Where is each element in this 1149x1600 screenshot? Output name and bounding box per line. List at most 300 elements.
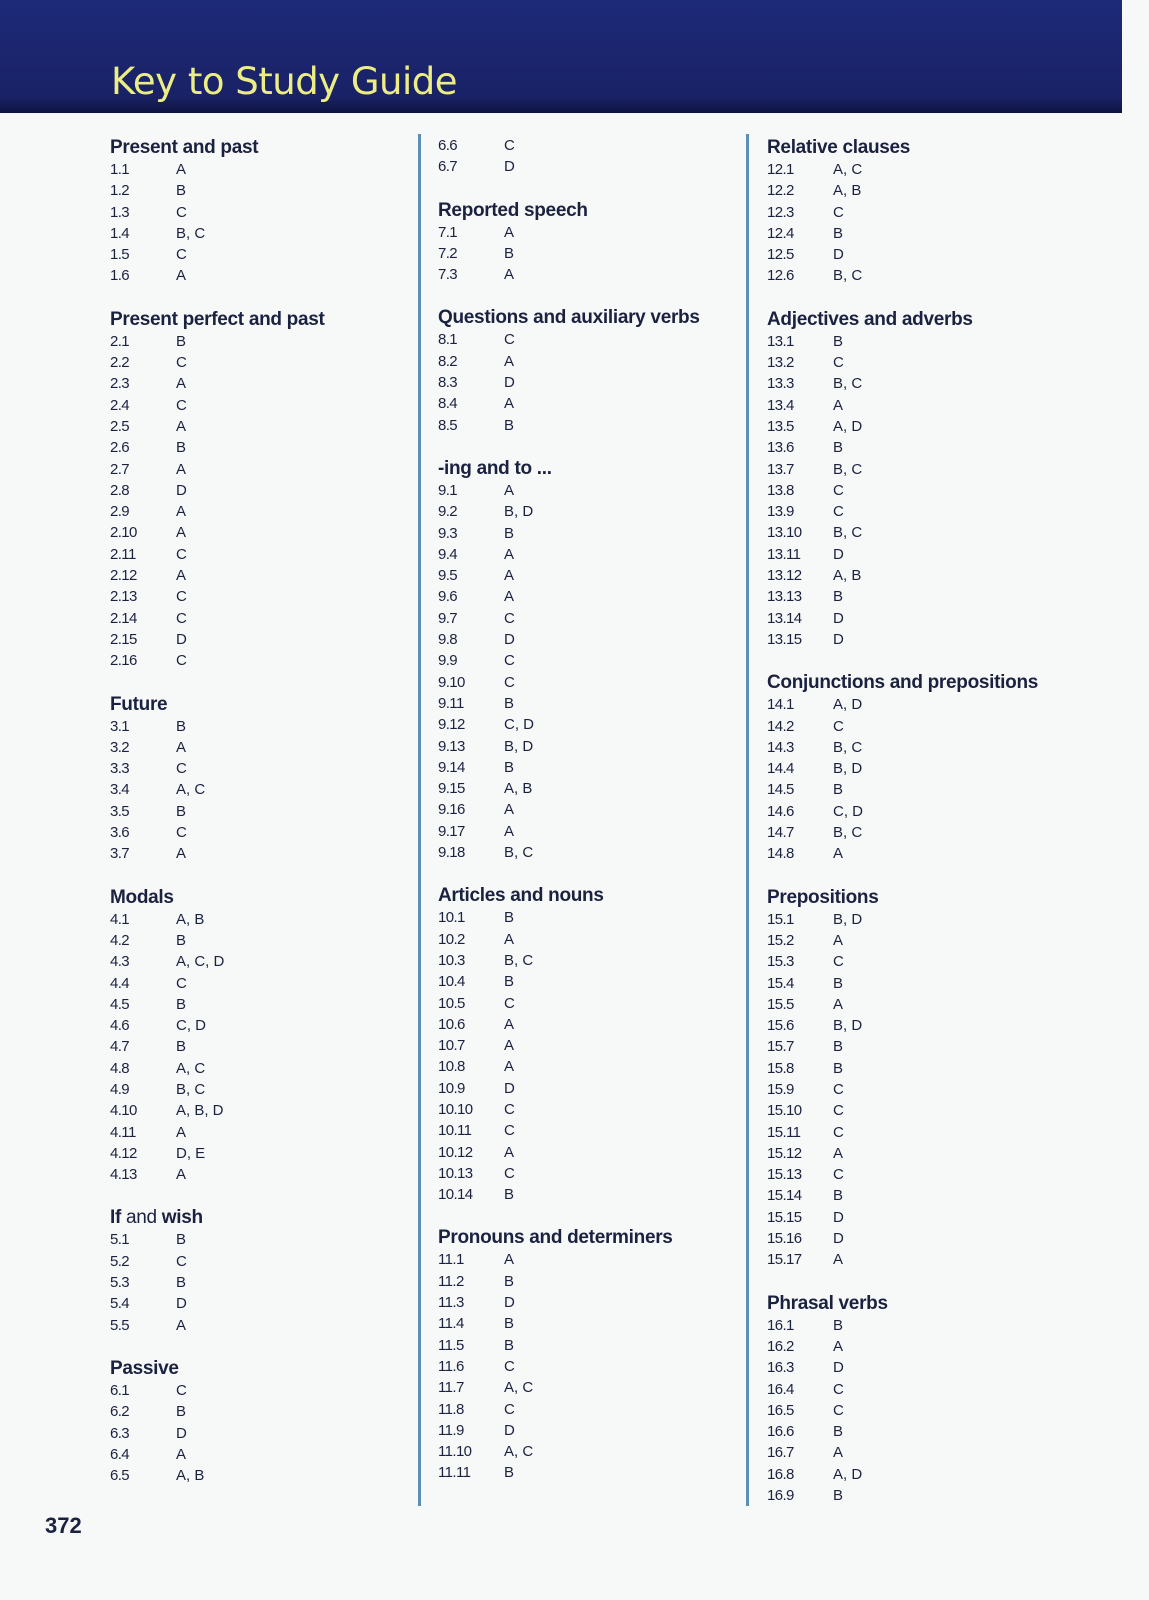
answer-row — [110, 1015, 420, 1036]
answer-value: A — [504, 1037, 515, 1055]
answer-value: C — [504, 331, 515, 349]
answer-row — [438, 1399, 748, 1420]
question-number: 11.1 — [438, 1251, 464, 1269]
question-number: 9.3 — [438, 524, 458, 542]
answer-value: A, C, D — [176, 953, 225, 971]
answer-row — [767, 801, 1077, 822]
answer-value: A, B — [833, 567, 862, 585]
answer-row — [438, 1184, 748, 1205]
question-number: 10.6 — [438, 1015, 465, 1033]
question-number: 1.1 — [110, 161, 130, 178]
column-divider — [746, 134, 749, 1506]
answer-value: B — [833, 781, 844, 799]
answer-value: D — [504, 158, 515, 176]
question-number: 13.12 — [767, 567, 802, 585]
answer-value: D — [833, 246, 844, 264]
section-heading: Prepositions — [767, 886, 879, 908]
question-number: 8.3 — [438, 374, 458, 392]
section-heading: Adjectives and adverbs — [767, 308, 973, 330]
answer-row — [438, 1292, 748, 1313]
answer-row — [767, 779, 1077, 800]
answer-value: D — [504, 631, 515, 649]
answer-value: C, D — [176, 1017, 206, 1035]
answer-value: B — [504, 1186, 515, 1204]
section-heading: Reported speech — [438, 199, 588, 221]
answer-row — [438, 821, 748, 842]
answer-row — [110, 331, 420, 352]
question-number: 8.4 — [438, 395, 458, 413]
answer-value: B — [504, 244, 515, 262]
question-number: 9.15 — [438, 780, 465, 798]
question-number: 9.16 — [438, 801, 465, 819]
heading-part: wish — [161, 1207, 203, 1229]
question-number: 9.6 — [438, 588, 458, 606]
question-number: 14.1 — [767, 696, 794, 714]
answer-value: B — [176, 802, 187, 820]
answer-row — [110, 1229, 420, 1250]
answer-row — [110, 822, 420, 843]
answer-value: B — [176, 439, 187, 457]
answer-value: B — [176, 1403, 187, 1421]
answer-row — [110, 180, 420, 201]
question-number: 2.7 — [110, 460, 130, 478]
answer-row — [110, 909, 420, 930]
question-number: 5.2 — [110, 1252, 130, 1270]
answer-row — [767, 352, 1077, 373]
answer-row — [438, 523, 748, 544]
answer-value: C — [504, 1400, 515, 1418]
answer-value: B — [833, 332, 844, 350]
answer-row — [110, 223, 420, 244]
answer-section — [110, 693, 420, 865]
section-heading: Present and past — [110, 137, 259, 158]
answer-value: D — [833, 1208, 844, 1226]
answer-row — [110, 1465, 420, 1486]
answer-value: B — [833, 1187, 844, 1205]
answer-row — [110, 608, 420, 629]
answer-value: D — [504, 1421, 515, 1439]
question-number: 4.3 — [110, 953, 130, 971]
question-number: 16.4 — [767, 1380, 794, 1398]
answer-row — [110, 480, 420, 501]
answer-value: C — [833, 1166, 844, 1184]
answer-row — [767, 180, 1077, 201]
answer-value: D — [176, 1295, 187, 1313]
question-number: 13.10 — [767, 524, 802, 542]
answer-row — [110, 1058, 420, 1079]
answer-value: A — [833, 1144, 844, 1162]
answer-row — [438, 1441, 748, 1462]
answer-row — [110, 801, 420, 822]
answer-row — [767, 843, 1077, 864]
answer-value: A, B — [504, 780, 533, 798]
question-number: 4.11 — [110, 1123, 136, 1141]
answer-row — [110, 544, 420, 565]
answer-row — [767, 373, 1077, 394]
question-number: 11.10 — [438, 1443, 472, 1461]
answer-value: D — [504, 374, 515, 392]
answer-value: A — [504, 1058, 515, 1076]
question-number: 14.2 — [767, 717, 794, 735]
answer-row — [438, 650, 748, 671]
section-heading: Articles and nouns — [438, 885, 604, 907]
column-3 — [767, 136, 1077, 1527]
answer-value: D — [833, 545, 844, 563]
question-number: 15.5 — [767, 995, 794, 1013]
question-number: 2.3 — [110, 375, 130, 393]
heading-part: and — [121, 1207, 162, 1229]
answer-value: A — [176, 1316, 187, 1334]
question-number: 13.13 — [767, 588, 802, 606]
answer-row — [767, 716, 1077, 737]
question-number: 6.5 — [110, 1467, 130, 1485]
answer-value: B — [833, 974, 844, 992]
question-number: 11.7 — [438, 1379, 464, 1397]
question-number: 14.8 — [767, 845, 794, 863]
question-number: 10.1 — [438, 909, 465, 927]
answer-value: A — [833, 1444, 844, 1462]
answer-row — [767, 973, 1077, 994]
question-number: 13.1 — [767, 332, 794, 350]
question-number: 12.2 — [767, 182, 794, 200]
answer-row — [438, 1099, 748, 1120]
question-number: 15.3 — [767, 953, 794, 971]
question-number: 15.12 — [767, 1144, 802, 1162]
answer-row — [110, 1315, 420, 1336]
question-number: 16.5 — [767, 1401, 794, 1419]
answer-row — [110, 1380, 420, 1401]
answer-value: A, D — [833, 417, 863, 435]
answer-row — [767, 930, 1077, 951]
question-number: 13.14 — [767, 609, 802, 627]
answer-value: D, E — [176, 1144, 206, 1162]
question-number: 12.5 — [767, 246, 794, 264]
question-number: 15.16 — [767, 1230, 802, 1248]
answer-value: A, B — [176, 1467, 205, 1485]
answer-section — [110, 308, 420, 672]
question-number: 10.10 — [438, 1100, 473, 1118]
answer-value: B — [504, 1272, 515, 1290]
question-number: 10.3 — [438, 951, 465, 969]
answer-value: A — [176, 524, 187, 542]
question-number: 2.9 — [110, 503, 130, 521]
answer-value: B — [504, 973, 515, 991]
question-number: 2.15 — [110, 630, 137, 648]
question-number: 10.13 — [438, 1164, 473, 1182]
answer-value: A, C — [504, 1379, 534, 1397]
answer-value: B — [176, 1231, 187, 1249]
answer-row — [438, 1313, 748, 1334]
answer-row — [438, 842, 748, 863]
question-number: 10.8 — [438, 1058, 465, 1076]
answer-value: A — [504, 822, 515, 840]
answer-row — [438, 586, 748, 607]
question-number: 6.7 — [438, 158, 458, 176]
answer-value: D — [833, 630, 844, 648]
question-number: 15.10 — [767, 1102, 802, 1120]
answer-value: A, C — [176, 1059, 206, 1077]
answer-value: D — [504, 1079, 515, 1097]
answer-value: C — [833, 203, 844, 221]
question-number: 14.5 — [767, 781, 794, 799]
question-number: 16.8 — [767, 1465, 794, 1483]
answer-value: B, D — [504, 737, 534, 755]
answer-value: C — [504, 609, 515, 627]
answer-value: D — [833, 1230, 844, 1248]
answer-value: B — [833, 1038, 844, 1056]
question-number: 15.11 — [767, 1123, 801, 1141]
answer-row — [438, 799, 748, 820]
answer-value: C — [176, 396, 187, 414]
answer-value: D — [833, 609, 844, 627]
page-title: Key to Study Guide — [111, 60, 457, 103]
answer-row — [767, 202, 1077, 223]
question-number: 2.2 — [110, 354, 130, 372]
answer-value: C — [176, 974, 187, 992]
question-number: 13.11 — [767, 545, 801, 563]
question-number: 6.4 — [110, 1445, 130, 1463]
answer-row — [438, 544, 748, 565]
question-number: 15.8 — [767, 1059, 794, 1077]
answer-row — [438, 393, 748, 414]
answer-row — [438, 1078, 748, 1099]
answer-row — [767, 1058, 1077, 1079]
answer-value: C, D — [504, 716, 534, 734]
answer-row — [767, 1249, 1077, 1270]
answer-value: B — [833, 224, 844, 242]
answer-row — [767, 1485, 1077, 1506]
answer-value: A — [176, 1123, 187, 1141]
question-number: 3.4 — [110, 781, 130, 799]
question-number: 4.2 — [110, 931, 130, 949]
column-1 — [110, 136, 420, 1507]
answer-value: A — [504, 801, 515, 819]
section-heading: Questions and auxiliary verbs — [438, 307, 700, 329]
answer-section — [438, 135, 748, 178]
answer-value: C — [504, 137, 515, 154]
answer-row — [110, 843, 420, 864]
answer-value: A, C — [176, 781, 206, 799]
answer-row — [110, 522, 420, 543]
answer-value: D — [833, 1359, 844, 1377]
answer-value: A — [176, 1166, 187, 1184]
answer-row — [110, 1122, 420, 1143]
answer-value: A — [833, 1337, 844, 1355]
answer-value: B, C — [833, 375, 863, 393]
question-number: 16.3 — [767, 1359, 794, 1377]
answer-value: C — [504, 994, 515, 1012]
question-number: 6.2 — [110, 1403, 130, 1421]
answer-section — [767, 886, 1077, 1271]
answer-value: A — [504, 266, 515, 284]
answer-row — [110, 758, 420, 779]
answer-row — [438, 565, 748, 586]
answer-row — [767, 1079, 1077, 1100]
answer-value: B, D — [833, 1017, 863, 1035]
answer-value: B, C — [833, 267, 863, 285]
answer-row — [438, 971, 748, 992]
answer-value: D — [176, 1424, 187, 1442]
answer-value: B, C — [833, 524, 863, 542]
answer-row — [767, 951, 1077, 972]
answer-value: B, D — [504, 503, 534, 521]
answer-value: B, C — [176, 1080, 206, 1098]
answer-row — [110, 973, 420, 994]
answer-row — [110, 1272, 420, 1293]
question-number: 2.10 — [110, 524, 137, 542]
question-number: 2.13 — [110, 588, 137, 606]
answer-row — [438, 329, 748, 350]
question-number: 11.8 — [438, 1400, 464, 1418]
column-divider — [418, 134, 421, 1506]
answer-section — [110, 136, 420, 287]
question-number: 9.13 — [438, 737, 465, 755]
answer-value: C — [833, 1380, 844, 1398]
question-number: 1.6 — [110, 267, 130, 285]
answer-value: C — [504, 1100, 515, 1118]
question-number: 13.4 — [767, 396, 794, 414]
answer-value: A — [504, 1015, 515, 1033]
answer-row — [438, 714, 748, 735]
answer-value: B — [504, 1336, 515, 1354]
question-number: 11.11 — [438, 1464, 471, 1482]
answer-row — [110, 202, 420, 223]
answer-value: B — [504, 758, 515, 776]
question-number: 12.4 — [767, 224, 794, 242]
answer-value: B — [504, 416, 515, 434]
answer-row — [767, 223, 1077, 244]
answer-section — [767, 1292, 1077, 1507]
answer-row — [767, 909, 1077, 930]
answer-value: A — [504, 588, 515, 606]
question-number: 7.3 — [438, 266, 458, 284]
answer-value: C — [833, 1080, 844, 1098]
answer-value: A — [176, 1445, 187, 1463]
question-number: 8.1 — [438, 331, 458, 349]
answer-value: C — [176, 609, 187, 627]
answer-value: B, C — [833, 824, 863, 842]
answer-section — [110, 886, 420, 1186]
answer-row — [110, 994, 420, 1015]
question-number: 16.6 — [767, 1423, 794, 1441]
answer-value: A, D — [833, 696, 863, 714]
heading-part: If — [110, 1207, 122, 1229]
question-number: 4.5 — [110, 995, 130, 1013]
answer-row — [110, 416, 420, 437]
answer-row — [767, 1379, 1077, 1400]
column-2 — [438, 135, 748, 1505]
answer-row — [767, 822, 1077, 843]
answer-row — [767, 565, 1077, 586]
answer-section — [767, 136, 1077, 287]
question-number: 2.11 — [110, 545, 136, 563]
answer-value: A — [176, 267, 187, 285]
answer-row — [110, 373, 420, 394]
answer-row — [110, 586, 420, 607]
answer-row — [438, 415, 748, 436]
answer-row — [110, 1036, 420, 1057]
answer-row — [767, 737, 1077, 758]
section-heading: Future — [110, 693, 168, 715]
answer-value: C — [504, 1164, 515, 1182]
answer-value: A, C — [504, 1443, 534, 1461]
question-number: 5.4 — [110, 1295, 130, 1313]
answer-row — [438, 1356, 748, 1377]
answer-row — [767, 694, 1077, 715]
question-number: 14.3 — [767, 738, 794, 756]
question-number: 4.9 — [110, 1080, 130, 1098]
question-number: 10.9 — [438, 1079, 465, 1097]
question-number: 2.16 — [110, 652, 137, 670]
answer-value: C — [833, 503, 844, 521]
answer-value: C — [833, 953, 844, 971]
answer-row — [110, 951, 420, 972]
answer-value: B — [504, 694, 515, 712]
answer-section — [110, 1357, 420, 1486]
question-number: 9.2 — [438, 503, 458, 521]
question-number: 3.6 — [110, 824, 130, 842]
question-number: 15.2 — [767, 931, 794, 949]
answer-row — [110, 501, 420, 522]
question-number: 10.14 — [438, 1186, 473, 1204]
question-number: 10.12 — [438, 1143, 473, 1161]
question-number: 5.3 — [110, 1274, 130, 1292]
question-number: 12.3 — [767, 203, 794, 221]
answer-value: C, D — [833, 802, 863, 820]
answer-row — [438, 757, 748, 778]
answer-value: A — [176, 567, 187, 585]
answer-row — [767, 586, 1077, 607]
question-number: 3.1 — [110, 717, 130, 735]
answer-value: B — [176, 1274, 187, 1292]
question-number: 8.2 — [438, 352, 458, 370]
question-number: 4.1 — [110, 910, 130, 928]
answer-row — [767, 416, 1077, 437]
answer-row — [110, 1164, 420, 1185]
question-number: 10.11 — [438, 1122, 472, 1140]
answer-value: B — [833, 1316, 844, 1334]
question-number: 15.4 — [767, 974, 794, 992]
answer-row — [438, 372, 748, 393]
answer-row — [438, 1035, 748, 1056]
question-number: 9.5 — [438, 567, 458, 585]
answer-value: B, C — [504, 844, 534, 862]
answer-row — [767, 1400, 1077, 1421]
answer-row — [110, 459, 420, 480]
answer-row — [767, 459, 1077, 480]
answer-row — [110, 395, 420, 416]
answer-row — [767, 1036, 1077, 1057]
answer-row — [438, 672, 748, 693]
answer-value: D — [504, 1294, 515, 1312]
answer-row — [438, 993, 748, 1014]
answer-value: C — [176, 354, 187, 372]
answer-row — [767, 1185, 1077, 1206]
question-number: 3.2 — [110, 738, 130, 756]
answer-section — [438, 199, 748, 286]
answer-row — [438, 222, 748, 243]
answer-value: B — [504, 1464, 515, 1482]
section-heading: -ing and to ... — [438, 457, 552, 479]
answer-row — [438, 950, 748, 971]
answer-row — [110, 1143, 420, 1164]
answer-row — [438, 1249, 748, 1270]
answer-value: A — [504, 567, 515, 585]
answer-row — [767, 544, 1077, 565]
question-number: 1.3 — [110, 203, 130, 221]
question-number: 9.10 — [438, 673, 465, 691]
question-number: 4.10 — [110, 1102, 137, 1120]
